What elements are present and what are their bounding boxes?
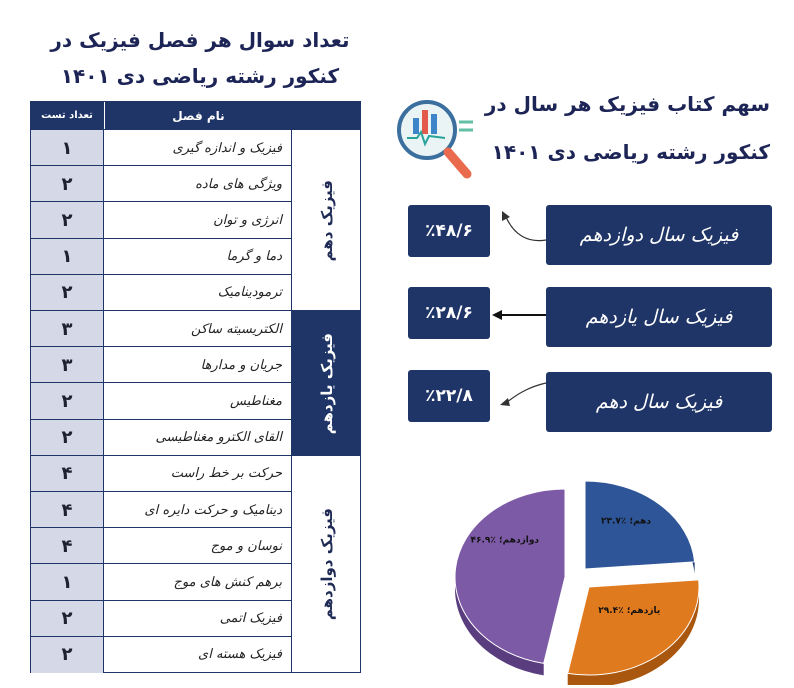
row-count: ۲ [31,202,104,238]
row-chapter-name: جریان و مدارها [200,357,282,373]
share-value-10: ٪۲۲/۸ [408,370,490,422]
pie-slice-label: دوازدهم؛ ٪۴۶.۹ [470,535,540,546]
row-count: ۲ [31,166,104,202]
table-title-line1: تعداد سوال هر فصل فیزیک در [50,28,350,52]
row-count: ۴ [31,492,104,528]
shares-title-line2: کنکور رشته ریاضی دی ۱۴۰۱ [491,140,770,164]
table-row [31,201,291,238]
grade-group-text: فیزیک دوازدهم [317,508,336,621]
share-value-11: ٪۲۸/۶ [408,287,490,339]
share-label-11: فیزیک سال یازدهم [546,287,772,347]
row-count: ۱ [31,130,104,166]
pie-slice-label: دهم؛ ٪۲۳.۷ [600,516,652,527]
row-count: ۲ [31,275,104,311]
table-header [31,102,360,129]
row-count: ۲ [31,420,104,456]
pie-slice [455,489,565,663]
row-chapter-name: ترمودینامیک [217,285,282,301]
row-chapter-name: الکتریسیته ساکن [191,321,282,337]
grade-group-label [291,310,361,456]
share-value-12: ٪۴۸/۶ [408,205,490,257]
row-chapter-name: القای الکترو مغناطیسی [155,430,282,446]
row-count: ۲ [31,383,104,419]
table-row [31,600,291,637]
chapter-questions-table [30,101,361,673]
shares-title-line1: سهم کتاب فیزیک هر سال در [484,92,770,116]
row-chapter-name: فیزیک هسته ای [198,647,282,663]
table-row [31,274,291,311]
table-row [31,346,291,383]
table-row [31,636,291,673]
table-row [31,563,291,600]
row-count: ۲ [31,637,104,673]
table-title-line2: کنکور رشته ریاضی دی ۱۴۰۱ [60,64,340,88]
row-chapter-name: برهم کنش های موج [173,574,282,590]
pie-slice [568,580,699,675]
grade-group-label [291,455,361,673]
row-count: ۱ [31,564,104,600]
row-count: ۴ [31,528,104,564]
row-count: ۳ [31,311,104,347]
row-count: ۴ [31,456,104,492]
table-row [31,455,291,492]
table-row [31,491,291,528]
row-chapter-name: حرکت بر خط راست [170,466,282,482]
grade-group-text: فیزیک یازدهم [317,332,336,435]
connector-arrows [488,205,548,425]
table-row [31,310,291,347]
table-row [31,382,291,419]
row-chapter-name: ویژگی های ماده [195,176,282,192]
table-row [31,129,291,166]
row-chapter-name: انرژی و توان [213,212,282,228]
row-chapter-name: فیزیک و اندازه گیری [172,140,282,156]
row-chapter-name: دینامیک و حرکت دایره ای [144,502,282,518]
share-label-12: فیزیک سال دوازدهم [546,205,772,265]
header-count: تعداد تست [41,110,93,121]
table-row [31,527,291,564]
table-row [31,165,291,202]
row-chapter-name: مغناطیس [230,393,282,409]
chart-magnifier-icon [393,96,475,186]
table-row [31,238,291,275]
row-chapter-name: نوسان و موج [210,538,282,554]
row-count: ۲ [31,601,104,637]
row-chapter-name: فیزیک اتمی [219,611,282,627]
grade-group-text: فیزیک دهم [317,179,336,262]
header-name: نام فصل [104,102,292,129]
pie-slice-label: یازدهم؛ ٪۲۹.۴ [598,606,661,617]
share-pie-chart [415,480,735,685]
share-label-10: فیزیک سال دهم [546,372,772,432]
grade-group-label [291,129,361,311]
row-chapter-name: دما و گرما [226,249,282,265]
row-count: ۱ [31,239,104,275]
table-row [31,419,291,456]
row-count: ۳ [31,347,104,383]
